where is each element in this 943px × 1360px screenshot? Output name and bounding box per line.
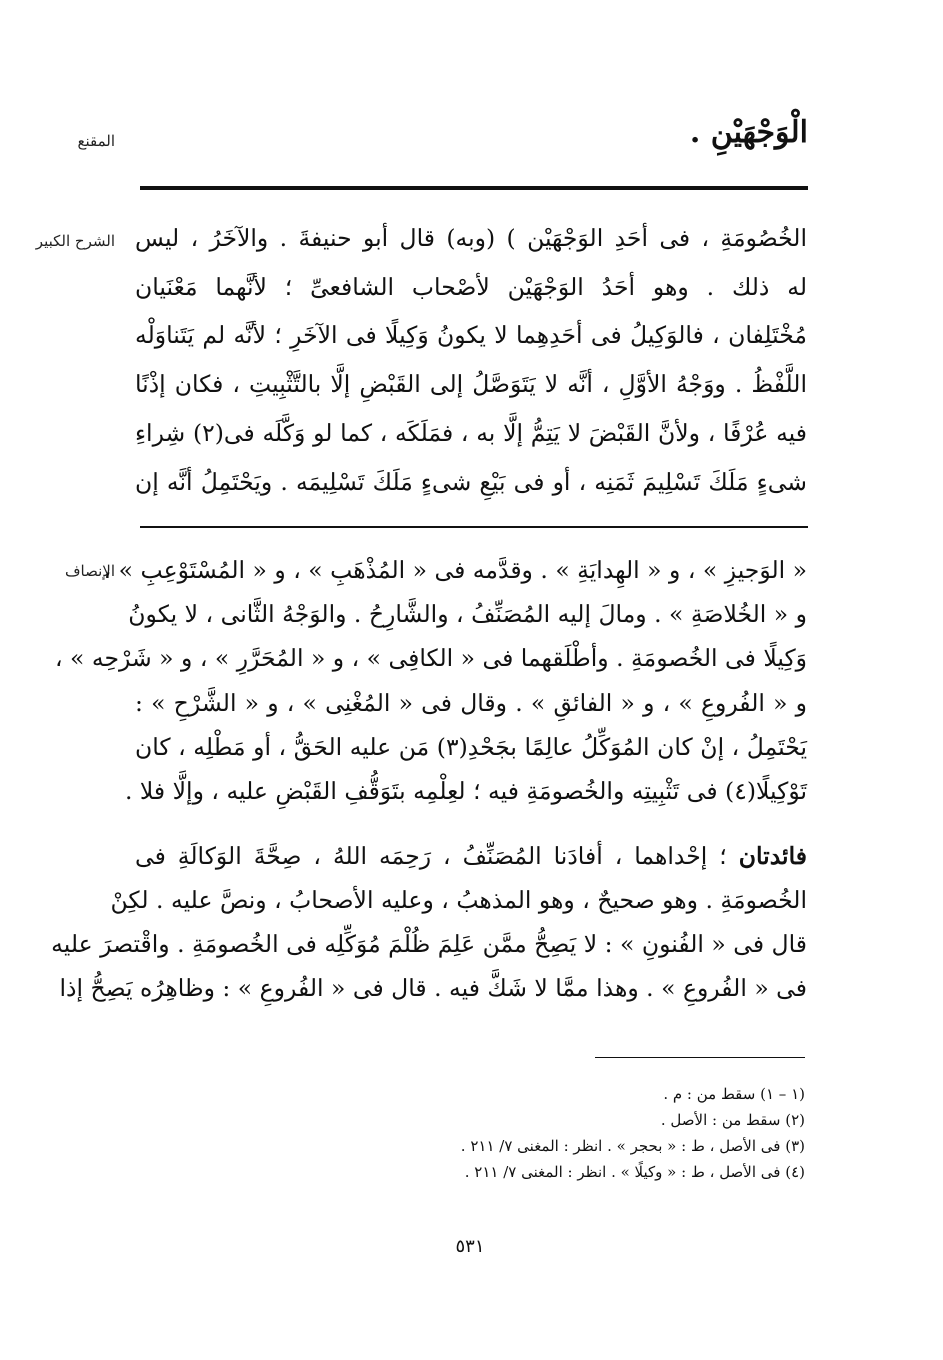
label-sharh: الشرح الكبير <box>35 232 115 250</box>
sharh-text <box>135 214 807 506</box>
text-line: تَوْكِيلًا(٤) فى تَثْبِيتِه والخُصومَةِ فيه ؛ لعِلْمِه بتَوَقُّفِ القَبْضِ عليه ، وإلَّا فلا . <box>124 777 807 806</box>
faida-text <box>51 834 807 1010</box>
text-line <box>135 834 807 878</box>
section-divider-thick <box>140 186 808 190</box>
text-line: الخُصُومَةِ ، فى أحَدِ الوَجْهَيْن ) (وبه) قال أبو حنيفةَ . والآخَرُ ، ليس <box>135 224 807 252</box>
footnote-separator <box>595 1057 805 1058</box>
text-line: الخُصومَةِ . وهو صحيحٌ ، وهو المذهبُ ، وعليه الأصحابُ ، ونصَّ عليه . لكِنْ <box>110 886 807 914</box>
text-line: له ذلك . وهو أحَدُ الوَجْهَيْن لأصْحاب الشافعىِّ ؛ لأنَّهما مَعْنَيان <box>135 272 807 301</box>
text-line: قال فى « الفُنونِ » : لا يَصِحُّ ممَّن عَلِمَ ظُلْمَ مُوَكِّلِه فى الخُصومَةِ . واقْتصرَ عليه <box>51 930 807 958</box>
section-divider-thin <box>140 526 808 528</box>
footnote: (٤) فى الأصل ، ط : « وكيلًا » . انظر : المغنى ٧/ ٢١١ . <box>464 1163 805 1181</box>
footnote: (٢) سقط من : الأصل . <box>660 1111 805 1129</box>
text-line: وَكِيلًا فى الخُصومَةِ . وأطْلَقهما فى « الكافِى » ، و « المُحَرَّرِ » ، و « شَرْحِه » ، <box>55 644 807 673</box>
page-number: ٥٣١ <box>455 1236 485 1257</box>
footnote: (١ – ١) سقط من : م . <box>663 1085 805 1103</box>
text-line: فى « الفُروعِ » . وهذا ممَّا لا شَكَّ فيه . قال فى « الفُروعِ » : وظاهِرُه يَصِحُّ إذا <box>59 974 807 1002</box>
footnote: (٣) فى الأصل ، ط : « بحجر » . انظر : المغنى ٧/ ٢١١ . <box>460 1137 805 1155</box>
text-line: فيه عُرْفًا ، ولأنَّ القَبْضَ لا يَتِمُّ إلَّا به ، فمَلَكَه ، كما لو وَكَّلَه فى(٢) شِراءِ <box>135 418 808 447</box>
label-insaf: الإنصاف <box>64 562 115 580</box>
faida-line-rest: ؛ إحْداهما ، أفادَنا المُصَنِّفُ ، رَحِمَه اللهُ ، صِحَّةَ الوَكالَةِ فى <box>135 842 727 870</box>
text-line: يَحْتَمِلُ ، إنْ كان المُوَكِّلُ عالِمًا بجَحْدِ(٣) مَن عليه الحَقُّ ، أو مَطْلِه ، كان <box>135 732 807 761</box>
faida-lead: فائدتان <box>738 842 807 870</box>
carried-over-text: الْوَجْهَيْنِ . <box>689 115 808 150</box>
text-line: اللَّفْظُ . ووَجْهُ الأوَّلِ ، أنَّه لا يَتَوَصَّلُ إلى القَبْضِ إلَّا بالتَّثْبِيتِ ، فكان إذْنًا <box>135 370 807 399</box>
footnotes <box>305 1081 805 1185</box>
text-line: مُخْتَلِفان ، فالوَكِيلُ فى أحَدِهِما لا يكونُ وَكِيلًا فى الآخَرِ ؛ لأنَّه لم يَتَناوَلْه <box>135 321 807 350</box>
text-line: شىءٍ مَلَكَ تَسْلِيمَ ثَمَنِه ، أو فى بَيْعِ شىءٍ مَلَكَ تَسْلِيمَه . ويَحْتَمِلُ أنَّه إن <box>135 467 807 496</box>
text-line: و « الخُلاصَةِ » . ومالَ إليه المُصَنِّفُ ، والشَّارِحُ . والوَجْهُ الثَّانى ، لا يكونُ <box>128 600 807 629</box>
text-line: « الوَجيزِ » ، و « الهِدايَةِ » . وقدَّمه فى « المُذْهَبِ » ، و « المُسْتَوْعِبِ » ، <box>103 556 807 584</box>
text-line: و « الفُروعِ » ، و « الفائقِ » . وقال فى « المُغْنِى » ، و « الشَّرْحِ » : <box>135 688 807 717</box>
label-muqni: المقنع <box>77 132 115 150</box>
